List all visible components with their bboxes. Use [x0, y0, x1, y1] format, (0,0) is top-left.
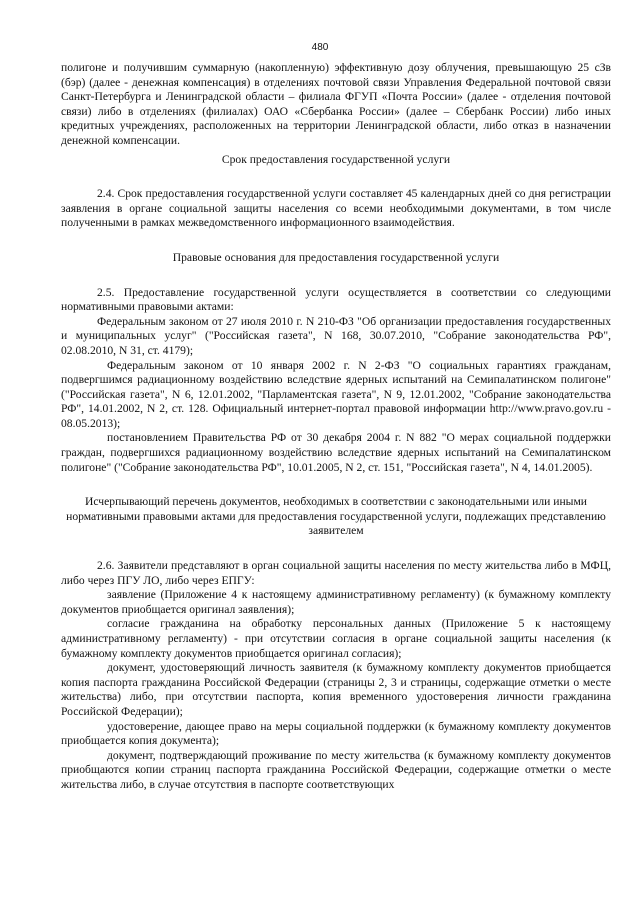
- paragraph-2-6: 2.6. Заявители представляют в орган социальной защиты населения по месту жительства либо в МФЦ, либо через ПГУ ЛО, либо через ЕПГУ:: [61, 559, 611, 587]
- paragraph-resolution-882: постановлением Правительства РФ от 30 декабря 2004 г. N 882 "О мерах социальной поддержки граждан, подвергшихся радиационному воздействию вследствие ядерных испытаний на Семипалатинском полигоне" ("Собрание законодательства РФ", 10.01.2005, N 2, ст. 151, "Российская газета", N 4, 14.01.2005).: [61, 431, 611, 474]
- heading-service-term: Срок предоставления государственной услуги: [221, 152, 451, 166]
- paragraph-compensation: полигоне и получившим суммарную (накопленную) эффективную дозу облучения, превышающую 25 сЗв (бэр) (далее - денежная компенсация) в отделениях почтовой связи Управления Федеральной почтовой связи Санкт-Петербурга и Ленинградской области – филиала ФГУП «Почта России» (далее - отделения почтовой связи) либо в отделениях (филиалах) ОАО «Сбербанка России» (далее – Сбербанк России) либо иных кредитных учреждениях, расположенных на территории Ленинградской области, либо отказ в назначении денежной компенсации.: [61, 61, 611, 147]
- paragraph-certificate: удостоверение, дающее право на меры социальной поддержки (к бумажному комплекту документов приобщается копия документа);: [61, 719, 611, 748]
- heading-documents-list: Исчерпывающий перечень документов, необходимых в соответствии с законодательными или иными нормативными правовыми актами для предоставления государственной услуги, подлежащих представлению заявителем: [66, 495, 606, 538]
- paragraph-2-5: 2.5. Предоставление государственной услуги осуществляется в соответствии со следующими нормативными правовыми актами:: [61, 285, 611, 314]
- paragraph-2-4: 2.4. Срок предоставления государственной услуги составляет 45 календарных дней со дня регистрации заявления в органе социальной защиты населения со всеми необходимыми документами, в том числе полученными в рамках межведомственного информационного взаимодействия.: [61, 187, 611, 230]
- page-number: 480: [311, 42, 329, 53]
- paragraph-law-2fz: Федеральным законом от 10 января 2002 г. N 2-ФЗ "О социальных гарантиях гражданам, подвергшимся радиационному воздействию вследствие ядерных испытаний на Семипалатинском полигоне" ("Российская газета", N 6, 12.01.2002, "Парламентская газета", N 9, 12.01.2002, "Собрание законодательства РФ", 14.01.2002, N 2, ст. 128. Официальный интернет-портал правовой информации http://www.pravo.gov.ru - 08.05.2013);: [61, 358, 611, 430]
- paragraph-application: заявление (Приложение 4 к настоящему административному регламенту) (к бумажному комплекту документов приобщается оригинал заявления);: [61, 588, 611, 616]
- paragraph-consent: согласие гражданина на обработку персональных данных (Приложение 5 к настоящему административному регламенту) - при отсутствии согласия в органе социальной защиты населения (к бумажному комплекту документов приобщается оригинал согласия);: [61, 617, 611, 660]
- paragraph-identity-document: документ, удостоверяющий личность заявителя (к бумажному комплекту документов приобщается копия паспорта гражданина Российской Федерации (страницы 2, 3 и страницы, содержащие отметки о месте жительства) либо, при отсутствии паспорта, копия временного удостоверения личности гражданина Российской Федерации);: [61, 661, 611, 718]
- heading-legal-basis: Правовые основания для предоставления государственной услуги: [172, 250, 500, 264]
- document-body: [61, 61, 611, 793]
- paragraph-law-210fz: Федеральным законом от 27 июля 2010 г. N 210-ФЗ "Об организации предоставления государственных и муниципальных услуг" ("Российская газета", N 168, 30.07.2010, "Собрание законодательства РФ", 02.08.2010, N 31, ст. 4179);: [61, 314, 611, 357]
- paragraph-residence-document: документ, подтверждающий проживание по месту жительства (к бумажному комплекту документов приобщаются копии страниц паспорта гражданина Российской Федерации, содержащие отметки о месте жительства либо, в случае отсутствия в паспорте соответствующих: [61, 748, 611, 791]
